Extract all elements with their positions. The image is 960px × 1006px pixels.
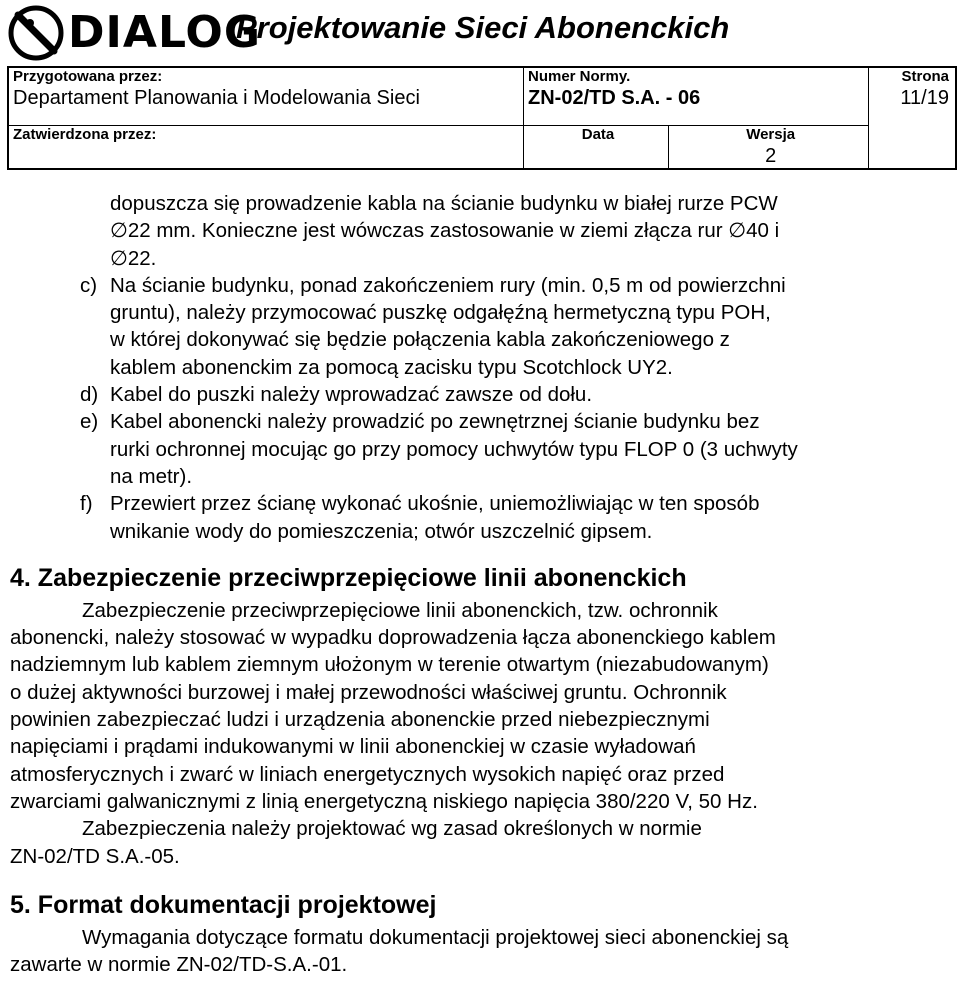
list-marker: f) <box>80 492 93 516</box>
norm-number-label: Numer Normy. <box>528 68 631 85</box>
prepared-by-value: Departament Planowania i Modelowania Sieci <box>13 87 420 109</box>
text-line: Zabezpieczenia należy projektować wg zasad określonych w normie <box>82 817 702 841</box>
text-line: rurki ochronnej mocując go przy pomocy uchwytów typu FLOP 0 (3 uchwyty <box>110 437 798 461</box>
document-header <box>0 0 960 66</box>
text-line: Kabel abonencki należy prowadzić po zewnętrznej ścianie budynku bez <box>110 410 760 434</box>
date-label: Data <box>581 125 615 143</box>
text-line: o dużej aktywności burzowej i małej przewodności właściwej gruntu. Ochronnik <box>10 680 727 704</box>
text-line: zawarte w normie ZN-02/TD-S.A.-01. <box>10 953 348 977</box>
section-4-paragraph <box>0 597 960 815</box>
text-line: atmosferycznych i zwarć w liniach energetycznych wysokich napięć oraz przed <box>10 762 725 786</box>
text-line: w której dokonywać się będzie połączenia kabla zakończeniowego z <box>110 328 730 352</box>
document-title: Projektowanie Sieci Abonenckich <box>236 10 730 45</box>
text-line: zwarciami galwanicznymi z linią energetyczną niskiego napięcia 380/220 V, 50 Hz. <box>10 789 758 813</box>
text-line: dopuszcza się prowadzenie kabla na ścianie budynku w białej rurze PCW <box>110 192 778 215</box>
version-cell <box>669 125 869 169</box>
section-5-heading: 5. Format dokumentacji projektowej <box>10 890 437 919</box>
text-line: ∅22. <box>110 246 157 270</box>
list-item-e <box>0 408 960 490</box>
text-line: ∅22 mm. Konieczne jest wówczas zastosowanie w ziemi złącza rur ∅40 i <box>110 219 780 243</box>
approved-by-label: Zatwierdzona przez: <box>13 125 157 143</box>
continued-paragraph <box>0 190 960 272</box>
section-5-paragraph <box>0 924 960 979</box>
page-label: Strona <box>901 68 949 85</box>
version-label: Wersja <box>746 125 796 143</box>
prepared-by-label: Przygotowana przez: <box>13 68 163 85</box>
list-item-d <box>0 381 960 408</box>
text-line: Kabel do puszki należy wprowadzać zawsze od dołu. <box>110 383 593 407</box>
text-line: kablem abonenckim za pomocą zacisku typu Scotchlock UY2. <box>110 355 673 379</box>
text-line: napięciami i prądami indukowanymi w linii abonenckiej w czasie wyładowań <box>10 735 696 759</box>
norm-number-cell <box>524 67 869 125</box>
text-line: na metr). <box>110 464 193 488</box>
date-cell <box>524 125 669 169</box>
norm-number-value: ZN-02/TD S.A. - 06 <box>528 87 701 109</box>
page-value: 11/19 <box>900 87 949 109</box>
text-line: abonencki, należy stosować w wypadku doprowadzenia łącza abonenckiego kablem <box>10 626 776 650</box>
list-marker: d) <box>80 383 99 407</box>
text-line: nadziemnym lub kablem ziemnym ułożonym w terenie otwartym (niezabudowanym) <box>10 653 769 677</box>
page-cell <box>869 67 956 169</box>
text-line: wnikanie wody do pomieszczenia; otwór uszczelnić gipsem. <box>110 519 653 543</box>
list-item-f <box>0 490 960 545</box>
text-line: Zabezpieczenie przeciwprzepięciowe linii abonenckich, tzw. ochronnik <box>82 598 718 622</box>
logo-text: DIALOG <box>68 7 261 58</box>
list-marker: e) <box>80 410 99 434</box>
document-body <box>0 190 960 978</box>
section-4-paragraph-2 <box>0 815 960 870</box>
approved-by-cell <box>8 125 524 169</box>
text-line: gruntu), należy przymocować puszkę odgałęźną hermetyczną typu POH, <box>110 301 771 325</box>
version-value: 2 <box>765 144 777 167</box>
text-line: Przewiert przez ścianę wykonać ukośnie, uniemożliwiając w ten sposób <box>110 492 760 516</box>
list-marker: c) <box>80 273 98 297</box>
text-line: powinien zabezpieczać ludzi i urządzenia abonenckie przed niebezpiecznymi <box>10 708 710 732</box>
document-meta-table <box>7 66 957 170</box>
text-line: Wymagania dotyczące formatu dokumentacji projektowej sieci abonenckiej są <box>82 925 789 949</box>
text-line: Na ścianie budynku, ponad zakończeniem rury (min. 0,5 m od powierzchni <box>110 273 786 297</box>
dialog-logo <box>8 2 261 64</box>
dialog-logo-icon <box>8 5 64 61</box>
text-line: ZN-02/TD S.A.-05. <box>10 844 180 868</box>
section-4-heading: 4. Zabezpieczenie przeciwprzepięciowe linii abonenckich <box>10 563 687 592</box>
list-item-c <box>0 272 960 381</box>
prepared-by-cell <box>8 67 524 125</box>
